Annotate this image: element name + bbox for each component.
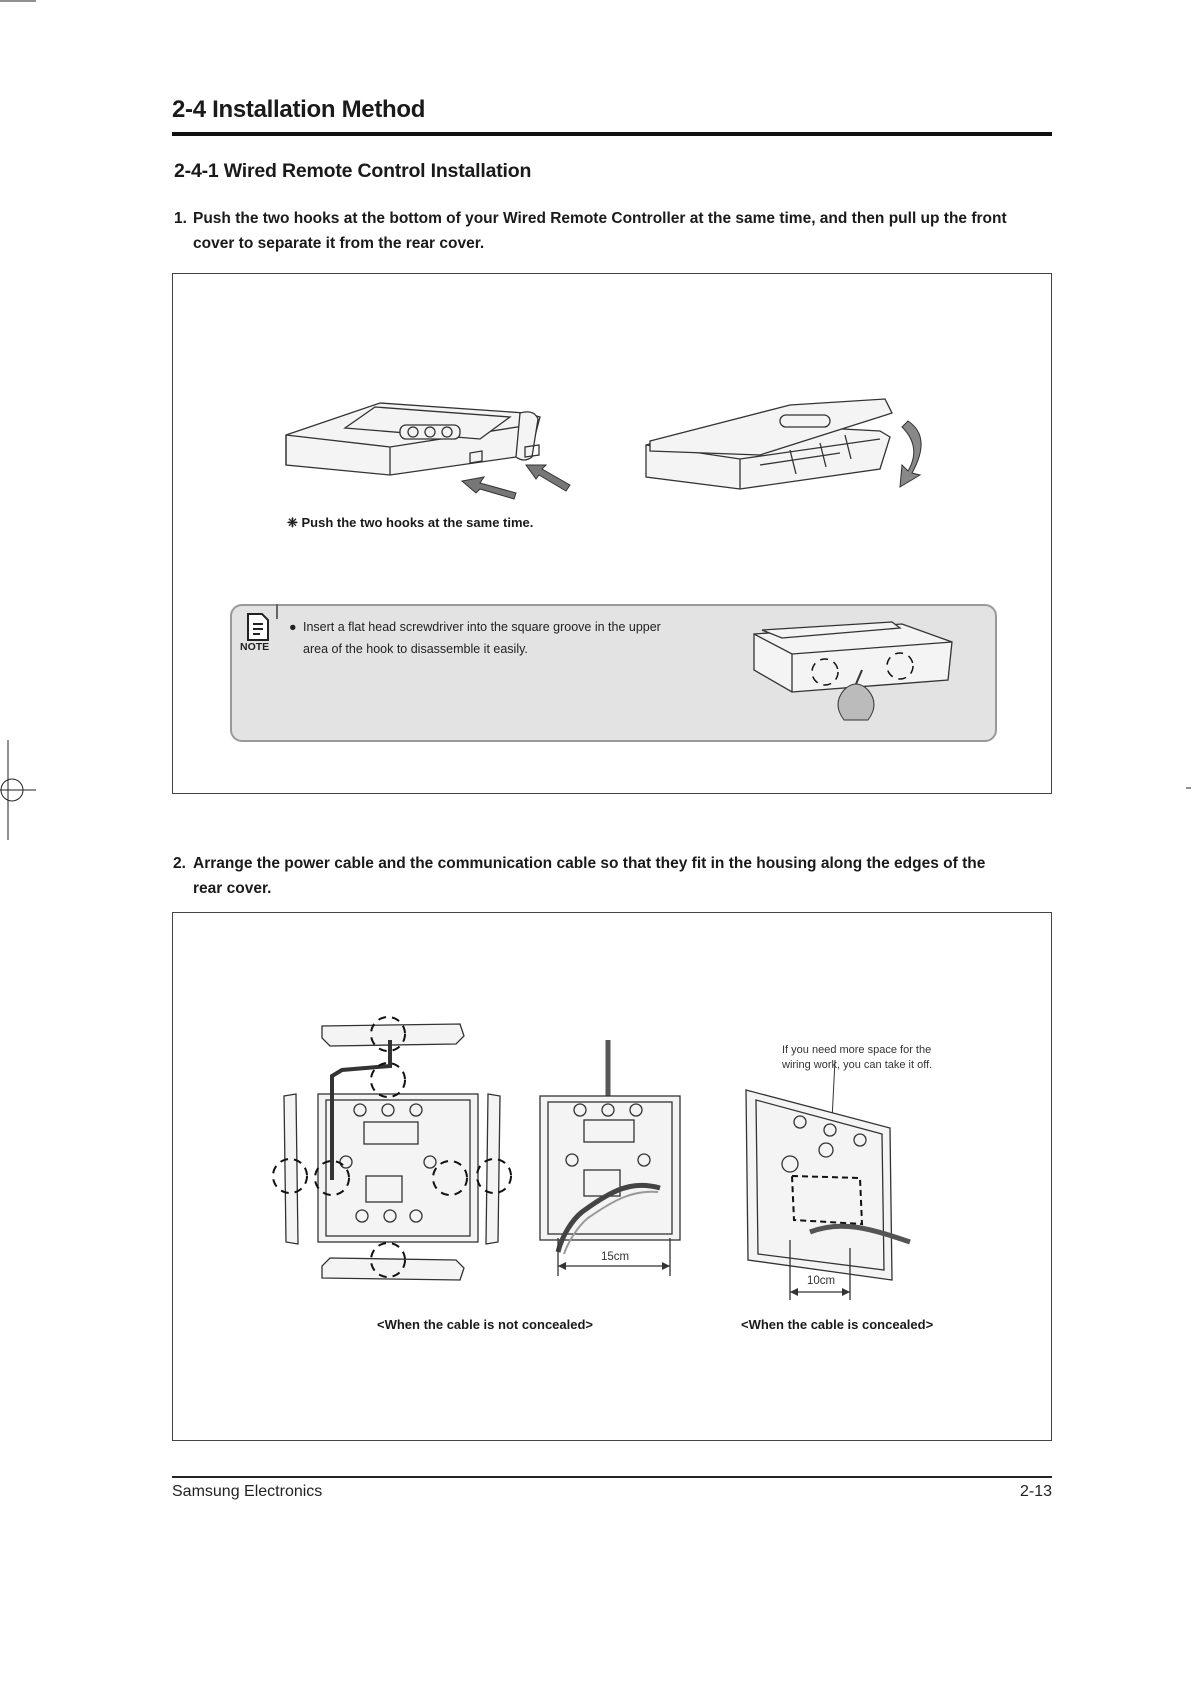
screwdriver-illustration xyxy=(752,620,962,730)
footer-company: Samsung Electronics xyxy=(172,1483,323,1500)
step-2-line-1: Arrange the power cable and the communication cable so that they fit in the housing along the edges of the xyxy=(193,855,986,872)
dimension-10cm: 10cm xyxy=(807,1275,836,1287)
rear-cover-concealed-illustration xyxy=(740,1060,920,1300)
note-icon-label: NOTE xyxy=(240,641,270,653)
step-2-line-2: rear cover. xyxy=(193,880,272,897)
remote-controller-illustration xyxy=(280,395,600,515)
step-1-figure-caption: ❈ Push the two hooks at the same time. xyxy=(287,515,534,530)
step-1-line-2: cover to separate it from the rear cover. xyxy=(193,235,485,252)
rear-cover-exploded-illustration xyxy=(270,1010,550,1290)
note-divider xyxy=(276,604,278,619)
footer-rule xyxy=(172,1476,1052,1478)
caption-concealed: <When the cable is concealed> xyxy=(741,1317,934,1332)
section-title-rule xyxy=(172,132,1052,136)
dimension-15cm: 15cm xyxy=(601,1251,630,1263)
note-line-1: Insert a flat head screwdriver into the square groove in the upper xyxy=(303,620,661,634)
step-2-number: 2. xyxy=(173,855,186,872)
tip-line-1: If you need more space for the xyxy=(782,1044,932,1056)
tip-line-2: wiring work, you can take it off. xyxy=(782,1059,933,1071)
step-2-text xyxy=(173,851,1053,903)
subsection-title: 2-4-1 Wired Remote Control Installation xyxy=(174,160,532,182)
step-1-number: 1. xyxy=(174,210,187,227)
remote-controller-open-illustration xyxy=(640,395,940,505)
section-title: 2-4 Installation Method xyxy=(172,96,426,123)
step-1-text xyxy=(174,206,1054,258)
registration-mark xyxy=(0,0,40,10)
registration-mark xyxy=(1186,786,1191,790)
note-line-2: area of the hook to disassemble it easily. xyxy=(303,642,528,656)
footer-page-number: 2-13 xyxy=(1020,1483,1053,1500)
rear-cover-wired-illustration xyxy=(532,1040,692,1280)
caption-not-concealed: <When the cable is not concealed> xyxy=(377,1317,594,1332)
registration-mark xyxy=(0,740,40,840)
note-bullet: ● xyxy=(289,620,297,634)
step-1-line-1: Push the two hooks at the bottom of your Wired Remote Controller at the same time, and then pull up the front xyxy=(193,210,1007,227)
